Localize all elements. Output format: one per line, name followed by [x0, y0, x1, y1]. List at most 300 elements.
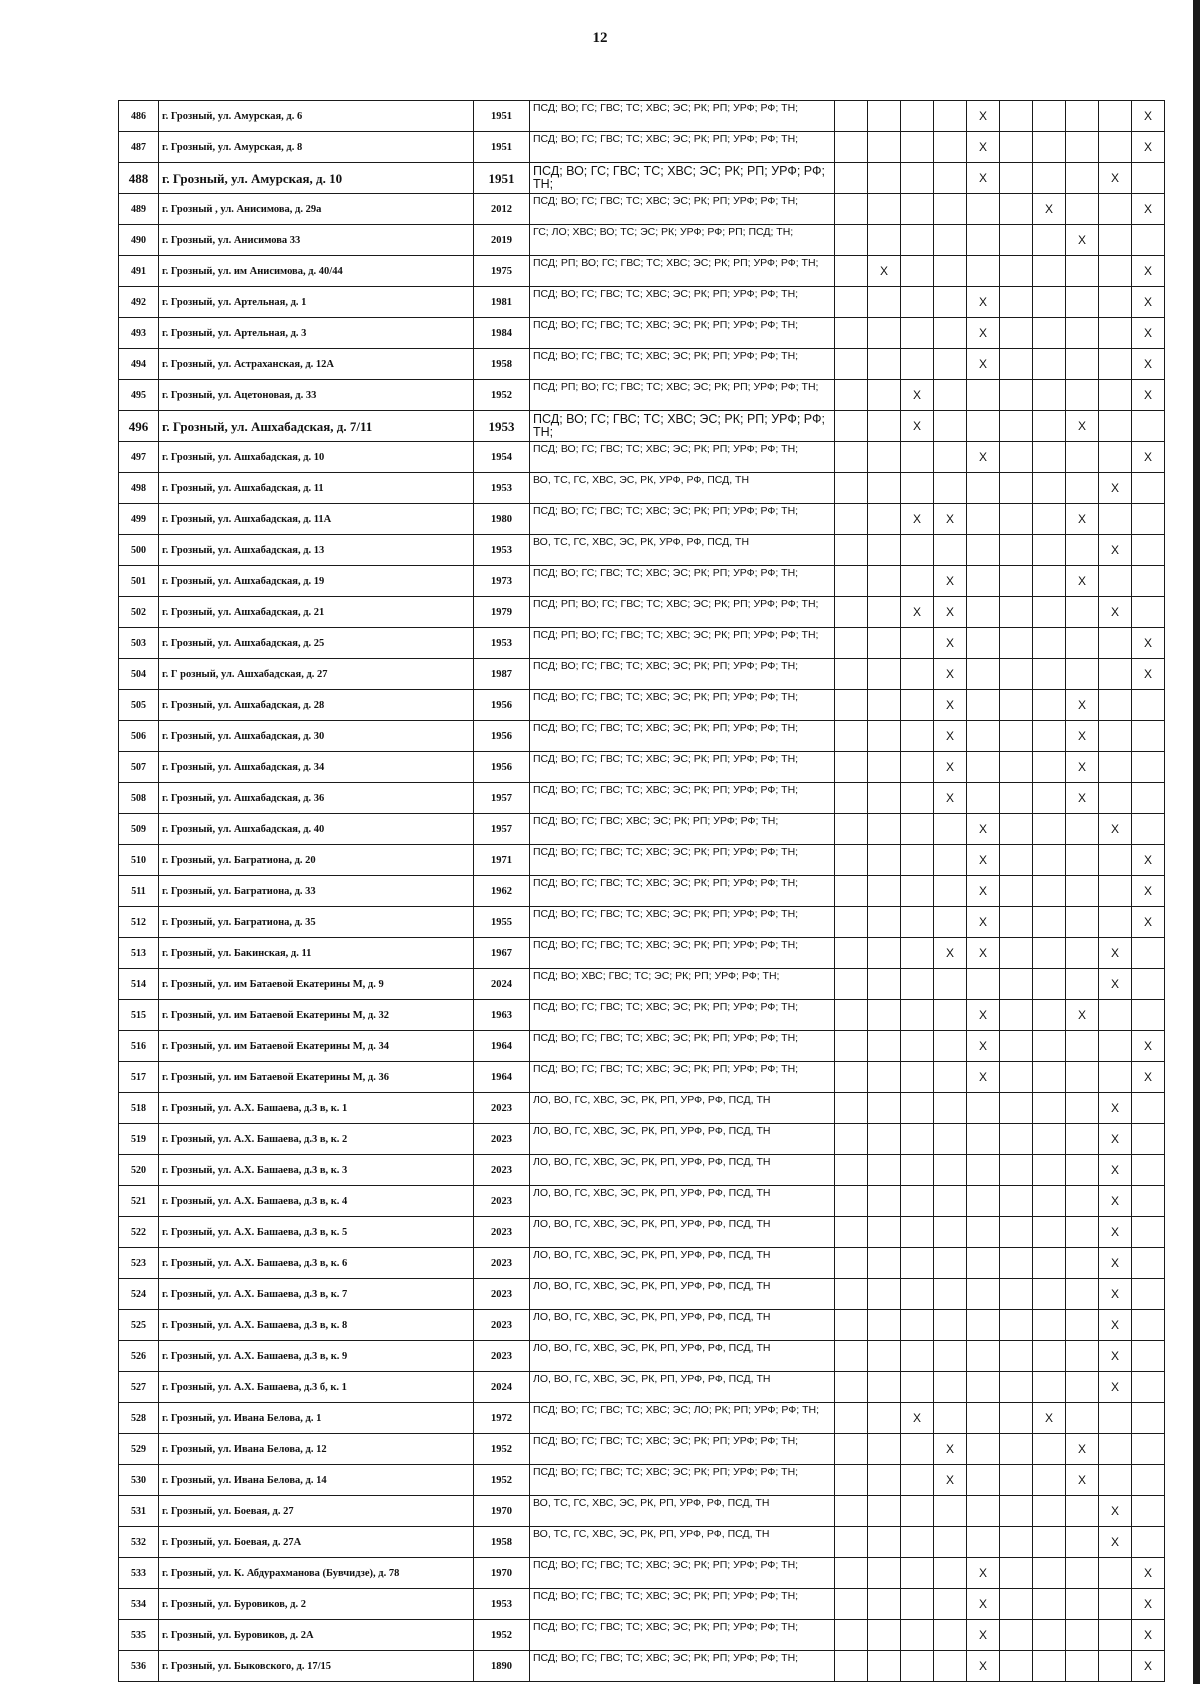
works-list-cell: ПСД; ВО; ГС; ГВС; ТС; ХВС; ЭС; РК; РП; УРФ; РФ; ТН;	[530, 163, 835, 194]
period-mark-cell	[868, 473, 901, 504]
period-mark-cell	[1132, 938, 1165, 969]
period-mark-cell	[835, 1124, 868, 1155]
x-mark: X	[1110, 1379, 1119, 1394]
works-list-cell: ПСД; ВО; ГС; ГВС; ТС; ХВС; ЭС; РК; РП; УРФ; РФ; ТН;	[530, 1062, 835, 1093]
period-mark-cell	[1033, 690, 1066, 721]
period-mark-cell	[1000, 132, 1033, 163]
period-mark-cell	[835, 535, 868, 566]
year-built-cell: 2023	[474, 1279, 530, 1310]
period-mark-cell	[901, 1279, 934, 1310]
period-mark-cell	[901, 1093, 934, 1124]
table-body	[119, 101, 1165, 1682]
period-mark-cell	[1066, 938, 1099, 969]
table-row	[119, 318, 1165, 349]
period-mark-cell	[1132, 597, 1165, 628]
period-mark-cell	[1099, 1434, 1132, 1465]
x-mark: X	[945, 945, 954, 960]
period-mark-cell	[901, 845, 934, 876]
table-row	[119, 1651, 1165, 1682]
table-row	[119, 349, 1165, 380]
period-mark-cell	[1132, 132, 1165, 163]
address-cell: г. Грозный, ул. Буровиков, д. 2А	[159, 1620, 474, 1651]
period-mark-cell	[967, 535, 1000, 566]
period-mark-cell	[1000, 1372, 1033, 1403]
address-cell: г. Грозный, ул. А.Х. Башаева, д.3 в, к. 4	[159, 1186, 474, 1217]
x-mark: X	[1077, 759, 1086, 774]
address-cell: г. Грозный, ул. Ашхабадская, д. 34	[159, 752, 474, 783]
period-mark-cell	[901, 1062, 934, 1093]
works-list-cell: ПСД; ВО; ГС; ГВС; ТС; ХВС; ЭС; РК; РП; УРФ; РФ; ТН;	[530, 1620, 835, 1651]
period-mark-cell	[868, 783, 901, 814]
works-list-cell: ГС; ЛО; ХВС; ВО; ТС; ЭС; РК; УРФ; РФ; РП; ПСД; ТН;	[530, 225, 835, 256]
period-mark-cell	[1099, 1496, 1132, 1527]
period-mark-cell	[868, 256, 901, 287]
x-mark: X	[978, 170, 987, 185]
works-list-cell: ПСД; ВО; ГС; ГВС; ТС; ХВС; ЭС; РК; РП; УРФ; РФ; ТН;	[530, 1589, 835, 1620]
period-mark-cell	[1033, 256, 1066, 287]
year-built-cell: 1971	[474, 845, 530, 876]
period-mark-cell	[1033, 814, 1066, 845]
table-row	[119, 380, 1165, 411]
period-mark-cell	[868, 163, 901, 194]
period-mark-cell	[1000, 1589, 1033, 1620]
period-mark-cell	[1132, 1465, 1165, 1496]
period-mark-cell	[868, 1465, 901, 1496]
period-mark-cell	[901, 1155, 934, 1186]
period-mark-cell	[1099, 1186, 1132, 1217]
period-mark-cell	[967, 194, 1000, 225]
period-mark-cell	[1132, 1124, 1165, 1155]
period-mark-cell	[1132, 690, 1165, 721]
period-mark-cell	[868, 969, 901, 1000]
x-mark: X	[978, 852, 987, 867]
x-mark: X	[1110, 1348, 1119, 1363]
period-mark-cell	[934, 876, 967, 907]
period-mark-cell	[1000, 225, 1033, 256]
table-row	[119, 1155, 1165, 1186]
works-list-cell: ЛО, ВО, ГС, ХВС, ЭС, РК, РП, УРФ, РФ, ПСД, ТН	[530, 1310, 835, 1341]
table-row	[119, 535, 1165, 566]
address-cell: г. Грозный, ул. Ивана Белова, д. 1	[159, 1403, 474, 1434]
works-list-cell: ПСД; ВО; ГС; ГВС; ТС; ХВС; ЭС; РК; РП; УРФ; РФ; ТН;	[530, 659, 835, 690]
period-mark-cell	[835, 1186, 868, 1217]
row-number-cell: 526	[119, 1341, 159, 1372]
period-mark-cell	[835, 1062, 868, 1093]
period-mark-cell	[868, 1279, 901, 1310]
period-mark-cell	[1066, 287, 1099, 318]
year-built-cell: 2023	[474, 1155, 530, 1186]
period-mark-cell	[934, 1465, 967, 1496]
period-mark-cell	[1132, 752, 1165, 783]
period-mark-cell	[835, 1155, 868, 1186]
period-mark-cell	[1066, 1155, 1099, 1186]
period-mark-cell	[1033, 628, 1066, 659]
period-mark-cell	[835, 752, 868, 783]
table-row	[119, 938, 1165, 969]
table-row	[119, 1620, 1165, 1651]
x-mark: X	[978, 1658, 987, 1673]
x-mark: X	[1143, 1038, 1152, 1053]
period-mark-cell	[1000, 659, 1033, 690]
period-mark-cell	[934, 101, 967, 132]
period-mark-cell	[934, 1558, 967, 1589]
period-mark-cell	[1000, 1527, 1033, 1558]
period-mark-cell	[835, 1620, 868, 1651]
period-mark-cell	[835, 194, 868, 225]
period-mark-cell	[967, 1465, 1000, 1496]
year-built-cell: 2023	[474, 1124, 530, 1155]
period-mark-cell	[1033, 380, 1066, 411]
period-mark-cell	[835, 1000, 868, 1031]
period-mark-cell	[967, 256, 1000, 287]
period-mark-cell	[1066, 752, 1099, 783]
row-number-cell: 516	[119, 1031, 159, 1062]
row-number-cell: 523	[119, 1248, 159, 1279]
period-mark-cell	[1033, 504, 1066, 535]
address-cell: г. Грозный, ул. Буровиков, д. 2	[159, 1589, 474, 1620]
period-mark-cell	[967, 1496, 1000, 1527]
x-mark: X	[879, 263, 888, 278]
table-row	[119, 1186, 1165, 1217]
address-cell: г. Грозный, ул. Ашхабадская, д. 25	[159, 628, 474, 659]
period-mark-cell	[1066, 969, 1099, 1000]
period-mark-cell	[967, 1248, 1000, 1279]
period-mark-cell	[901, 1651, 934, 1682]
row-number-cell: 529	[119, 1434, 159, 1465]
period-mark-cell	[901, 1589, 934, 1620]
works-list-cell: ПСД; ВО; ГС; ГВС; ТС; ХВС; ЭС; РК; РП; УРФ; РФ; ТН;	[530, 1000, 835, 1031]
period-mark-cell	[967, 845, 1000, 876]
year-built-cell: 2023	[474, 1093, 530, 1124]
period-mark-cell	[1066, 504, 1099, 535]
table-row	[119, 969, 1165, 1000]
period-mark-cell	[835, 566, 868, 597]
period-mark-cell	[967, 163, 1000, 194]
period-mark-cell	[901, 1124, 934, 1155]
period-mark-cell	[1000, 1217, 1033, 1248]
year-built-cell: 1967	[474, 938, 530, 969]
x-mark: X	[978, 914, 987, 929]
x-mark: X	[1143, 666, 1152, 681]
period-mark-cell	[868, 1186, 901, 1217]
period-mark-cell	[901, 938, 934, 969]
x-mark: X	[945, 635, 954, 650]
x-mark: X	[1110, 1193, 1119, 1208]
period-mark-cell	[1066, 690, 1099, 721]
row-number-cell: 534	[119, 1589, 159, 1620]
x-mark: X	[1110, 1131, 1119, 1146]
period-mark-cell	[1099, 845, 1132, 876]
row-number-cell: 510	[119, 845, 159, 876]
period-mark-cell	[835, 1589, 868, 1620]
period-mark-cell	[1132, 256, 1165, 287]
address-cell: г. Грозный, ул. Багратиона, д. 20	[159, 845, 474, 876]
works-list-cell: ПСД; ВО; ГС; ГВС; ТС; ХВС; ЭС; РК; РП; УРФ; РФ; ТН;	[530, 442, 835, 473]
period-mark-cell	[1066, 380, 1099, 411]
works-list-cell: ПСД; ВО; ГС; ГВС; ТС; ХВС; ЭС; РК; РП; УРФ; РФ; ТН;	[530, 690, 835, 721]
address-cell: г. Грозный, ул. А.Х. Башаева, д.3 в, к. 6	[159, 1248, 474, 1279]
table-row	[119, 845, 1165, 876]
period-mark-cell	[868, 380, 901, 411]
period-mark-cell	[1033, 442, 1066, 473]
period-mark-cell	[934, 194, 967, 225]
year-built-cell: 2023	[474, 1341, 530, 1372]
period-mark-cell	[967, 473, 1000, 504]
period-mark-cell	[1132, 566, 1165, 597]
period-mark-cell	[967, 1279, 1000, 1310]
x-mark: X	[1143, 883, 1152, 898]
period-mark-cell	[967, 597, 1000, 628]
period-mark-cell	[868, 1000, 901, 1031]
table-row	[119, 1372, 1165, 1403]
period-mark-cell	[934, 845, 967, 876]
x-mark: X	[1143, 294, 1152, 309]
table-row	[119, 659, 1165, 690]
row-number-cell: 501	[119, 566, 159, 597]
period-mark-cell	[1132, 876, 1165, 907]
address-cell: г. Грозный, ул. им Батаевой Екатерины М, д. 34	[159, 1031, 474, 1062]
address-cell: г. Грозный, ул. Багратиона, д. 35	[159, 907, 474, 938]
period-mark-cell	[901, 969, 934, 1000]
period-mark-cell	[835, 318, 868, 349]
period-mark-cell	[1066, 1341, 1099, 1372]
row-number-cell: 499	[119, 504, 159, 535]
period-mark-cell	[1066, 1031, 1099, 1062]
period-mark-cell	[1066, 783, 1099, 814]
table-row	[119, 442, 1165, 473]
period-mark-cell	[901, 814, 934, 845]
period-mark-cell	[1000, 814, 1033, 845]
period-mark-cell	[1066, 1620, 1099, 1651]
period-mark-cell	[1132, 814, 1165, 845]
period-mark-cell	[934, 721, 967, 752]
address-cell: г. Грозный, ул. Ашхабадская, д. 11	[159, 473, 474, 504]
period-mark-cell	[1033, 938, 1066, 969]
x-mark: X	[1110, 1286, 1119, 1301]
table-row	[119, 1279, 1165, 1310]
period-mark-cell	[835, 504, 868, 535]
period-mark-cell	[1066, 1000, 1099, 1031]
x-mark: X	[978, 945, 987, 960]
address-cell: г. Грозный, ул. Ашхабадская, д. 7/11	[159, 411, 474, 442]
period-mark-cell	[901, 783, 934, 814]
table-row	[119, 473, 1165, 504]
period-mark-cell	[1099, 101, 1132, 132]
row-number-cell: 520	[119, 1155, 159, 1186]
period-mark-cell	[1132, 225, 1165, 256]
period-mark-cell	[1099, 1217, 1132, 1248]
page-number: 12	[592, 30, 608, 46]
table-row	[119, 1341, 1165, 1372]
x-mark: X	[978, 1565, 987, 1580]
period-mark-cell	[901, 473, 934, 504]
period-mark-cell	[1033, 1217, 1066, 1248]
period-mark-cell	[1066, 473, 1099, 504]
period-mark-cell	[1099, 1248, 1132, 1279]
period-mark-cell	[1099, 442, 1132, 473]
period-mark-cell	[1000, 101, 1033, 132]
works-list-cell: ПСД; ВО; ГС; ГВС; ХВС; ЭС; РК; РП; УРФ; РФ; ТН;	[530, 814, 835, 845]
x-mark: X	[945, 666, 954, 681]
address-cell: г. Грозный, ул. А.Х. Башаева, д.3 б, к. 1	[159, 1372, 474, 1403]
address-cell: г. Грозный, ул. Бакинская, д. 11	[159, 938, 474, 969]
period-mark-cell	[934, 659, 967, 690]
works-list-cell: ПСД; ВО; ГС; ГВС; ТС; ХВС; ЭС; ЛО; РК; РП; УРФ; РФ; ТН;	[530, 1403, 835, 1434]
period-mark-cell	[1066, 721, 1099, 752]
year-built-cell: 1953	[474, 628, 530, 659]
period-mark-cell	[1033, 1651, 1066, 1682]
period-mark-cell	[1066, 1558, 1099, 1589]
x-mark: X	[978, 108, 987, 123]
year-built-cell: 1952	[474, 380, 530, 411]
period-mark-cell	[1099, 1279, 1132, 1310]
period-mark-cell	[1066, 535, 1099, 566]
address-cell: г. Грозный, ул. им Батаевой Екатерины М, д. 32	[159, 1000, 474, 1031]
period-mark-cell	[1066, 1527, 1099, 1558]
period-mark-cell	[868, 1558, 901, 1589]
period-mark-cell	[901, 597, 934, 628]
period-mark-cell	[1099, 287, 1132, 318]
period-mark-cell	[1033, 566, 1066, 597]
x-mark: X	[978, 1596, 987, 1611]
period-mark-cell	[1000, 380, 1033, 411]
period-mark-cell	[1132, 163, 1165, 194]
period-mark-cell	[967, 1000, 1000, 1031]
period-mark-cell	[1066, 1434, 1099, 1465]
period-mark-cell	[835, 287, 868, 318]
period-mark-cell	[835, 1279, 868, 1310]
period-mark-cell	[1033, 1000, 1066, 1031]
table-row	[119, 566, 1165, 597]
period-mark-cell	[868, 1496, 901, 1527]
x-mark: X	[1110, 480, 1119, 495]
period-mark-cell	[1000, 783, 1033, 814]
works-list-cell: ПСД; РП; ВО; ГС; ГВС; ТС; ХВС; ЭС; РК; РП; УРФ; РФ; ТН;	[530, 597, 835, 628]
period-mark-cell	[901, 721, 934, 752]
period-mark-cell	[1066, 845, 1099, 876]
period-mark-cell	[868, 194, 901, 225]
period-mark-cell	[967, 1310, 1000, 1341]
year-built-cell: 1962	[474, 876, 530, 907]
year-built-cell: 1954	[474, 442, 530, 473]
period-mark-cell	[901, 1341, 934, 1372]
period-mark-cell	[1000, 1031, 1033, 1062]
x-mark: X	[1110, 170, 1119, 185]
period-mark-cell	[868, 349, 901, 380]
period-mark-cell	[967, 318, 1000, 349]
period-mark-cell	[868, 690, 901, 721]
period-mark-cell	[1132, 318, 1165, 349]
period-mark-cell	[934, 1310, 967, 1341]
x-mark: X	[1077, 511, 1086, 526]
period-mark-cell	[1000, 535, 1033, 566]
period-mark-cell	[1066, 1186, 1099, 1217]
table-row	[119, 1217, 1165, 1248]
period-mark-cell	[901, 628, 934, 659]
table-row	[119, 1000, 1165, 1031]
works-list-cell: ПСД; ВО; ГС; ГВС; ТС; ХВС; ЭС; РК; РП; УРФ; РФ; ТН;	[530, 845, 835, 876]
period-mark-cell	[967, 659, 1000, 690]
period-mark-cell	[835, 1093, 868, 1124]
period-mark-cell	[901, 1403, 934, 1434]
works-list-cell: ВО, ТС, ГС, ХВС, ЭС, РК, УРФ, РФ, ПСД, ТН	[530, 473, 835, 504]
period-mark-cell	[1099, 721, 1132, 752]
period-mark-cell	[901, 194, 934, 225]
year-built-cell: 1984	[474, 318, 530, 349]
period-mark-cell	[1000, 1000, 1033, 1031]
address-cell: г. Грозный , ул. Анисимова, д. 29а	[159, 194, 474, 225]
period-mark-cell	[1033, 659, 1066, 690]
x-mark: X	[945, 1472, 954, 1487]
period-mark-cell	[901, 1310, 934, 1341]
period-mark-cell	[934, 814, 967, 845]
row-number-cell: 486	[119, 101, 159, 132]
year-built-cell: 2024	[474, 1372, 530, 1403]
address-cell: г. Грозный, ул. Ашхабадская, д. 21	[159, 597, 474, 628]
period-mark-cell	[835, 721, 868, 752]
period-mark-cell	[868, 132, 901, 163]
period-mark-cell	[1066, 225, 1099, 256]
row-number-cell: 498	[119, 473, 159, 504]
period-mark-cell	[967, 1620, 1000, 1651]
housing-register-table	[118, 100, 1165, 1682]
table-row	[119, 1062, 1165, 1093]
period-mark-cell	[1033, 1310, 1066, 1341]
period-mark-cell	[1000, 938, 1033, 969]
period-mark-cell	[1132, 1496, 1165, 1527]
period-mark-cell	[1099, 752, 1132, 783]
period-mark-cell	[835, 907, 868, 938]
x-mark: X	[1143, 449, 1152, 464]
works-list-cell: ВО, ТС, ГС, ХВС, ЭС, РК, РП, УРФ, РФ, ПСД, ТН	[530, 1527, 835, 1558]
period-mark-cell	[1066, 132, 1099, 163]
period-mark-cell	[901, 1000, 934, 1031]
period-mark-cell	[934, 907, 967, 938]
period-mark-cell	[868, 504, 901, 535]
period-mark-cell	[1033, 473, 1066, 504]
works-list-cell: ПСД; ВО; ГС; ГВС; ТС; ХВС; ЭС; РК; РП; УРФ; РФ; ТН;	[530, 721, 835, 752]
period-mark-cell	[835, 349, 868, 380]
period-mark-cell	[901, 101, 934, 132]
x-mark: X	[1143, 387, 1152, 402]
address-cell: г. Грозный, ул. Ашхабадская, д. 10	[159, 442, 474, 473]
period-mark-cell	[1000, 907, 1033, 938]
period-mark-cell	[1000, 597, 1033, 628]
period-mark-cell	[1066, 1651, 1099, 1682]
period-mark-cell	[1066, 442, 1099, 473]
x-mark: X	[978, 294, 987, 309]
x-mark: X	[912, 387, 921, 402]
period-mark-cell	[868, 1341, 901, 1372]
x-mark: X	[1143, 356, 1152, 371]
period-mark-cell	[1099, 349, 1132, 380]
period-mark-cell	[868, 287, 901, 318]
year-built-cell: 1956	[474, 721, 530, 752]
x-mark: X	[1110, 1224, 1119, 1239]
period-mark-cell	[1099, 969, 1132, 1000]
year-built-cell: 1970	[474, 1496, 530, 1527]
period-mark-cell	[1099, 132, 1132, 163]
row-number-cell: 494	[119, 349, 159, 380]
address-cell: г. Г розный, ул. Ашхабадская, д. 27	[159, 659, 474, 690]
period-mark-cell	[1000, 1248, 1033, 1279]
period-mark-cell	[868, 1589, 901, 1620]
period-mark-cell	[901, 1248, 934, 1279]
x-mark: X	[1110, 1534, 1119, 1549]
table-row	[119, 1031, 1165, 1062]
row-number-cell: 536	[119, 1651, 159, 1682]
year-built-cell: 1975	[474, 256, 530, 287]
